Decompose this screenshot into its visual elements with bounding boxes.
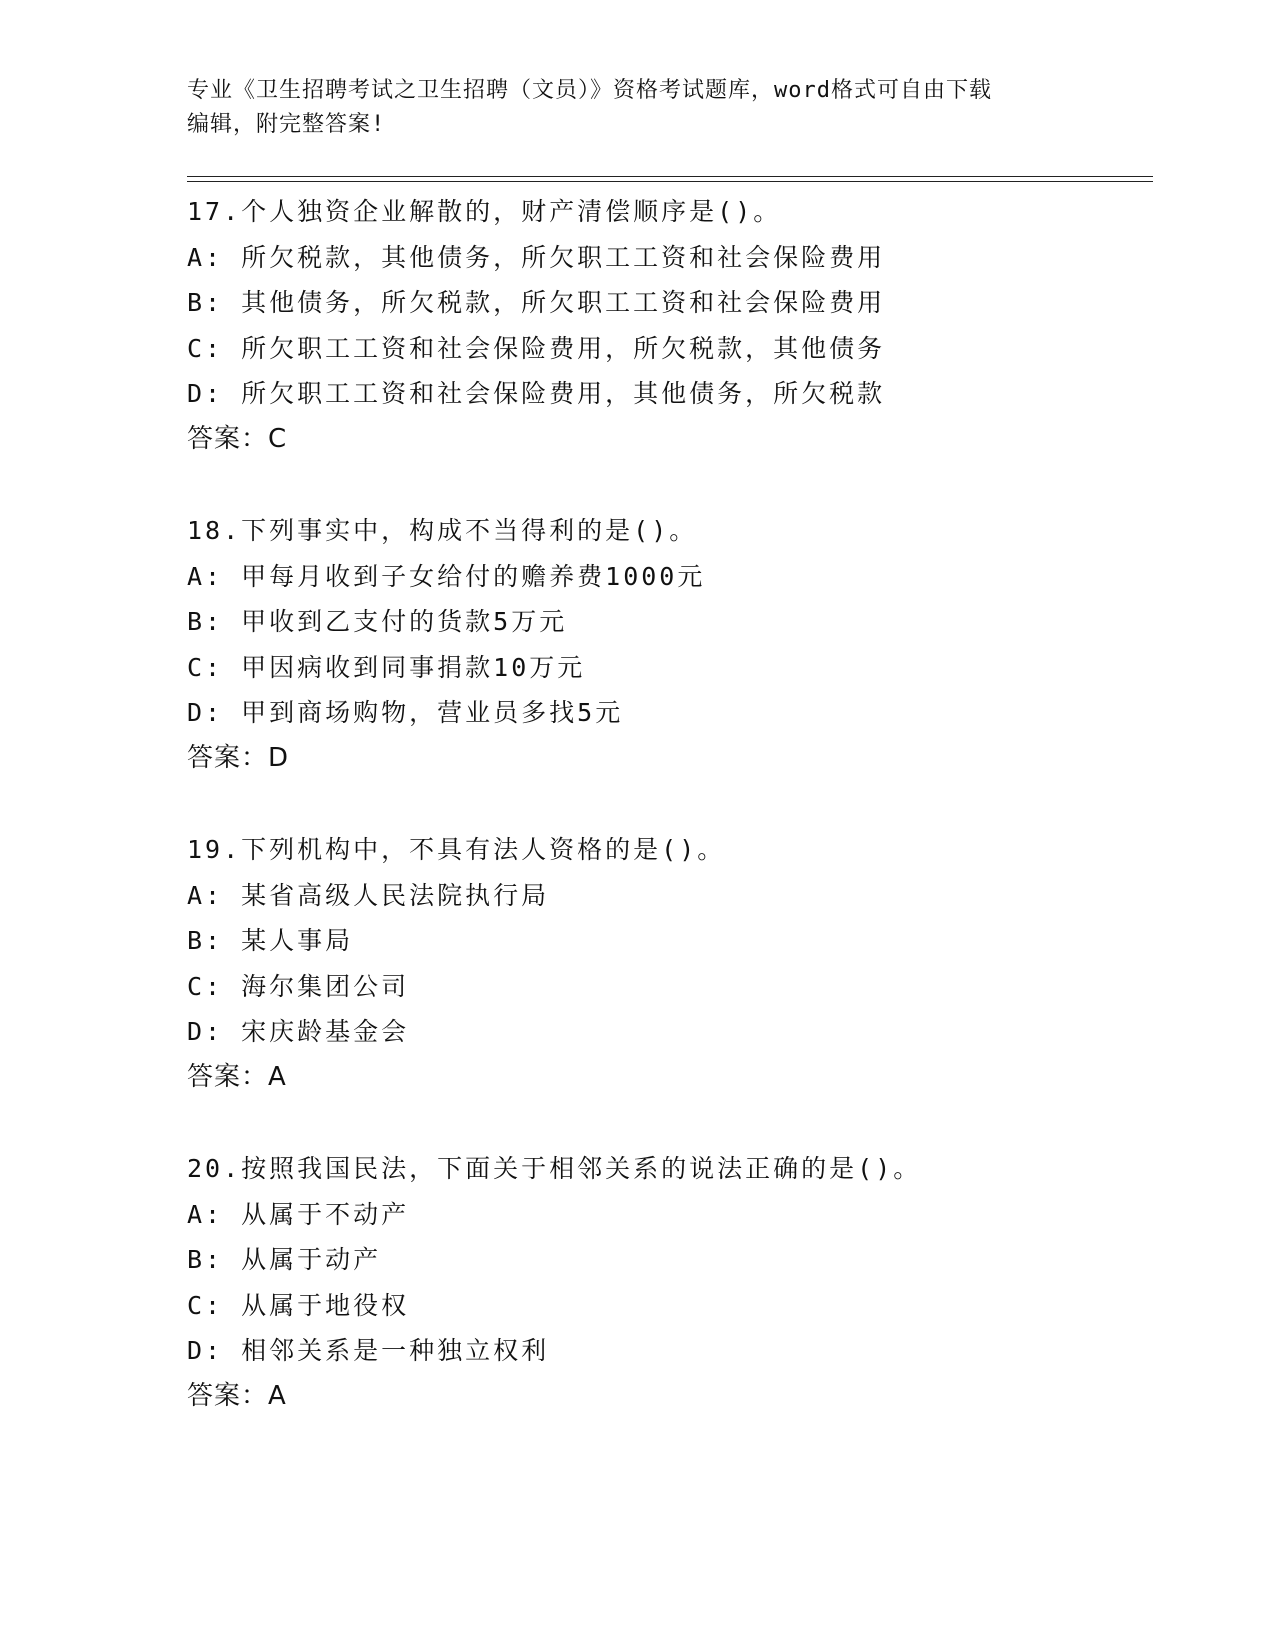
option-c: C: 甲因病收到同事捐款10万元 bbox=[187, 652, 586, 682]
option-b: B: 某人事局 bbox=[187, 926, 354, 955]
document-header bbox=[187, 74, 1087, 142]
option-c: C: 所欠职工工资和社会保险费用，所欠税款，其他债务 bbox=[187, 333, 886, 363]
question-stem: 20.按照我国民法，下面关于相邻关系的说法正确的是()。 bbox=[187, 1154, 922, 1183]
option-a: A: 某省高级人民法院执行局 bbox=[187, 880, 550, 910]
option-d: D: 甲到商场购物，营业员多找5元 bbox=[187, 698, 624, 727]
question-stem: 17.个人独资企业解散的，财产清偿顺序是()。 bbox=[187, 197, 782, 226]
question-stem: 18.下列事实中，构成不当得利的是()。 bbox=[187, 516, 698, 545]
question-17 bbox=[187, 189, 1147, 462]
header-divider-bottom bbox=[187, 181, 1153, 182]
option-c: C: 海尔集团公司 bbox=[187, 971, 410, 1001]
question-20 bbox=[187, 1146, 1147, 1419]
answer: 答案：A bbox=[187, 1380, 287, 1411]
option-d: D: 宋庆龄基金会 bbox=[187, 1017, 410, 1046]
option-b: B: 甲收到乙支付的货款5万元 bbox=[187, 607, 568, 636]
option-a: A: 甲每月收到子女给付的赡养费1000元 bbox=[187, 561, 706, 591]
header-divider-top bbox=[187, 176, 1153, 177]
option-d: D: 所欠职工工资和社会保险费用，其他债务，所欠税款 bbox=[187, 379, 886, 408]
header-line-1: 专业《卫生招聘考试之卫生招聘（文员）》资格考试题库，word格式可自由下载 bbox=[187, 78, 992, 103]
option-b: B: 从属于动产 bbox=[187, 1245, 382, 1274]
option-a: A: 从属于不动产 bbox=[187, 1199, 410, 1229]
option-a: A: 所欠税款，其他债务，所欠职工工资和社会保险费用 bbox=[187, 242, 886, 272]
question-18 bbox=[187, 508, 1147, 781]
option-d: D: 相邻关系是一种独立权利 bbox=[187, 1336, 550, 1365]
answer: 答案：D bbox=[187, 742, 290, 773]
header-line-2: 编辑，附完整答案! bbox=[187, 112, 386, 137]
answer: 答案：A bbox=[187, 1061, 287, 1092]
option-c: C: 从属于地役权 bbox=[187, 1290, 410, 1320]
option-b: B: 其他债务，所欠税款，所欠职工工资和社会保险费用 bbox=[187, 288, 886, 317]
question-19 bbox=[187, 827, 1147, 1100]
question-stem: 19.下列机构中，不具有法人资格的是()。 bbox=[187, 835, 726, 864]
answer: 答案：C bbox=[187, 423, 288, 454]
